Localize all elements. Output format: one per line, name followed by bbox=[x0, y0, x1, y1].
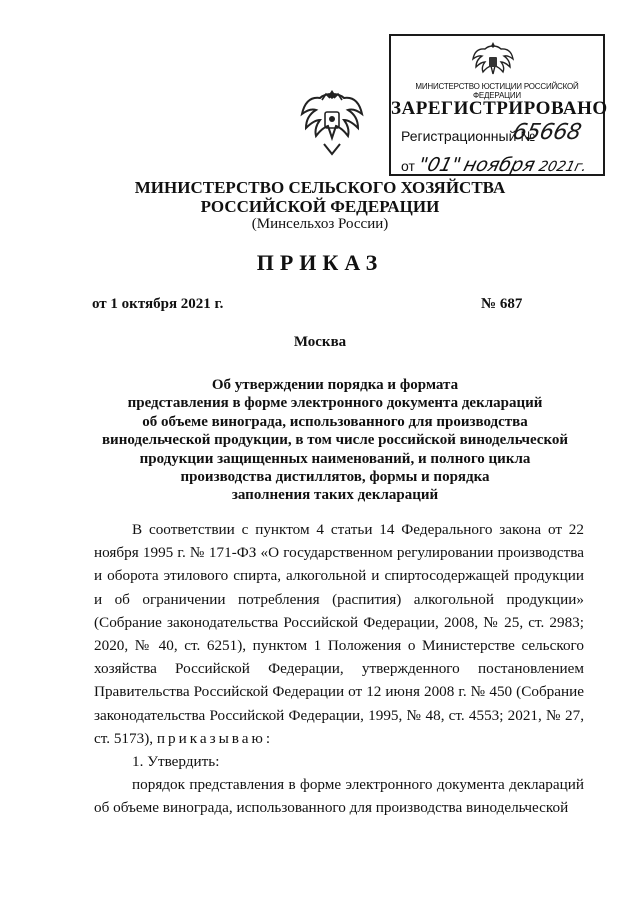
title-line: производства дистиллятов, формы и порядка bbox=[180, 469, 490, 486]
title-line: винодельческой продукции, в том числе российской винодельческой bbox=[101, 432, 569, 449]
title-line: заполнения таких деклараций bbox=[231, 487, 439, 504]
registration-stamp bbox=[389, 34, 608, 176]
ministry-title-line: РОССИЙСКОЙ ФЕДЕРАЦИИ bbox=[200, 197, 440, 216]
stamp-reg-date bbox=[401, 154, 589, 176]
ministry-title bbox=[0, 178, 640, 216]
title-line: об объеме винограда, использованного для производства bbox=[142, 413, 528, 430]
stamp-date-year: 2021г. bbox=[536, 159, 589, 175]
body-paragraph: порядок представления в форме электронного документа деклараций об объеме винограда, использованного для производства винодельческой bbox=[94, 776, 584, 817]
stamp-registered-label: ЗАРЕГИСТРИРОВАНО bbox=[391, 98, 608, 119]
order-city: Москва bbox=[293, 334, 347, 350]
list-item: 1. Утвердить: bbox=[132, 753, 220, 771]
ministry-title-line: МИНИСТЕРСТВО СЕЛЬСКОГО ХОЗЯЙСТВА bbox=[134, 178, 506, 197]
order-type-heading: ПРИКАЗ bbox=[256, 250, 384, 275]
document-body bbox=[94, 518, 584, 820]
title-line: Об утверждении порядка и формата bbox=[211, 377, 459, 393]
stamp-date-month: ноября bbox=[461, 154, 538, 176]
stamp-reg-number: 65668 bbox=[510, 120, 584, 145]
order-number: № 687 bbox=[481, 296, 523, 312]
title-line: представления в форме электронного документа деклараций bbox=[127, 395, 543, 412]
order-verb: приказываю: bbox=[156, 729, 274, 747]
stamp-date-prefix: от bbox=[401, 158, 415, 174]
coat-of-arms-icon bbox=[471, 40, 515, 82]
stamp-ministry-label: МИНИСТЕРСТВО ЮСТИЦИИ РОССИЙСКОЙ ФЕДЕРАЦИИ bbox=[415, 82, 579, 100]
coat-of-arms-icon bbox=[298, 84, 366, 158]
stamp-date-day: "01" bbox=[416, 154, 464, 176]
ministry-short-name: (Минсельхоз России) bbox=[251, 216, 389, 232]
document-title bbox=[90, 376, 580, 505]
order-date: от 1 октября 2021 г. bbox=[92, 296, 224, 312]
body-paragraph-text: В соответствии с пунктом 4 статьи 14 Федерального закона от 22 ноября 1995 г. № 171-ФЗ «О государственном регулировании производства и оборота этилового спирта, алкогольной и спиртосодержащей продукции и об ограничении потребления (распития) алкогольной продукции» (Собрание законодательства Российской Федерации, 2008, № 25, ст. 2983; 2020, № 40, ст. 6251), пунктом 1 Положения о Министерстве сельского хозяйства Российской Федерации, утвержденного постановлением Правительства Российской Федерации от 12 июня 2008 г. № 450 (Собрание законодательства Российской Федерации, 1995, № 48, ст. 4553; 2021, № 27, ст. 5173), bbox=[94, 521, 584, 747]
stamp-reg-label: Регистрационный № bbox=[401, 128, 536, 144]
body-paragraph bbox=[94, 518, 584, 750]
title-line: продукции защищенных наименований, и полного цикла bbox=[139, 450, 531, 467]
